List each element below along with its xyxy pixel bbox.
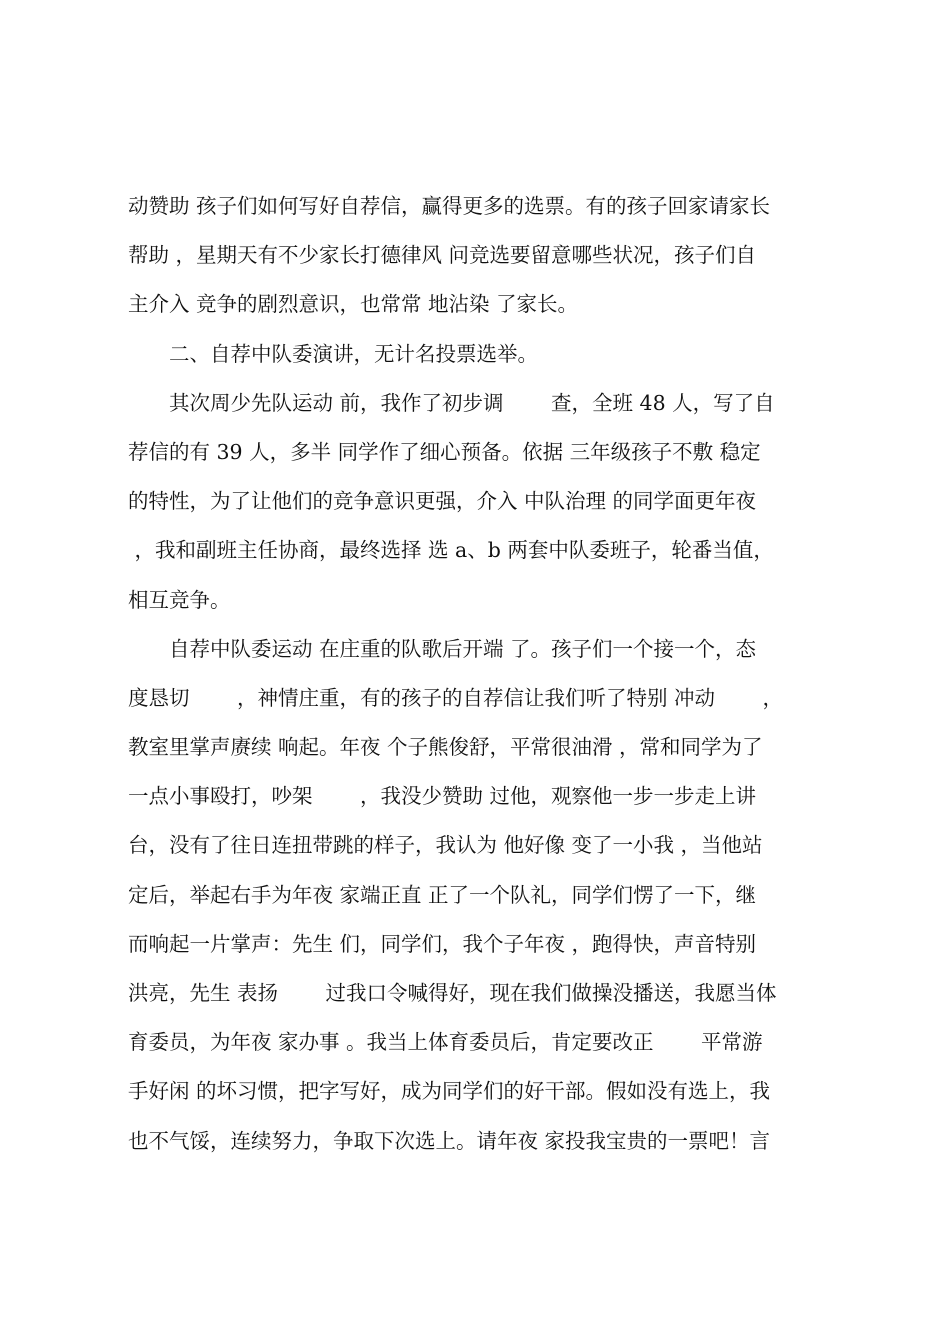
text-line-15: 定后，举起右手为年夜 家端正直 正了一个队礼，同学们愣了一下，继 [128, 882, 757, 907]
text-line-7: 的特性，为了让他们的竞争意识更强，介入 中队治理 的同学面更年夜 [128, 489, 757, 514]
section-heading: 二、自荐中队委演讲，无计名投票选举。 [128, 341, 538, 366]
body-text [128, 182, 840, 1166]
text-line-6: 荐信的有 39 人，多半 同学作了细心预备。依据 三年级孩子不敷 稳定 [128, 439, 761, 464]
text-line-5: 其次周少先队运动 前，我作了初步调 查，全班 48 人，写了自 [128, 390, 775, 415]
text-line-2: 帮助 ，星期天有不少家长打德律风 问竞选要留意哪些状况，孩子们自 [128, 243, 757, 268]
text-line-8: ，我和副班主任协商，最终选择 选 a、b 两套中队委班子，轮番当值， [128, 538, 774, 563]
text-line-17: 洪亮，先生 表扬 过我口令喊得好，现在我们做操没播送，我愿当体 [128, 981, 777, 1005]
text-line-14: 台，没有了往日连扭带跳的样子，我认为 他好像 变了一小我 ，当他站 [128, 833, 763, 858]
text-line-12: 教室里掌声赓续 响起。年夜 个子熊俊舒，平常很油滑 ，常和同学为了 [128, 735, 763, 760]
text-line-13: 一点小事殴打，吵架 ，我没少赞助 过他，观察他一步一步走上讲 [128, 784, 757, 809]
text-line-1: 动赞助 孩子们如何写好自荐信，赢得更多的选票。有的孩子回家请家长 [128, 194, 771, 218]
text-line-11: 度恳切 ，神情庄重，有的孩子的自荐信让我们听了特别 冲动 ， [128, 685, 784, 710]
text-line-18: 育委员，为年夜 家办事 。我当上体育委员后，肯定要改正 平常游 [128, 1030, 763, 1055]
text-line-20: 也不气馁，连续努力，争取下次选上。请年夜 家投我宝贵的一票吧！言 [128, 1128, 771, 1153]
text-line-16: 而响起一片掌声：先生 们，同学们，我个子年夜 ，跑得快，声音特别 [128, 931, 757, 956]
text-line-9: 相互竞争。 [128, 587, 231, 612]
text-line-3: 主介入 竞争的剧烈意识，也常常 地沾染 了家长。 [128, 292, 579, 317]
text-line-10: 自荐中队委运动 在庄重的队歌后开端 了。孩子们一个接一个，态 [128, 636, 757, 661]
text-line-19: 手好闲 的坏习惯，把字写好，成为同学们的好干部。假如没有选上，我 [128, 1079, 771, 1104]
